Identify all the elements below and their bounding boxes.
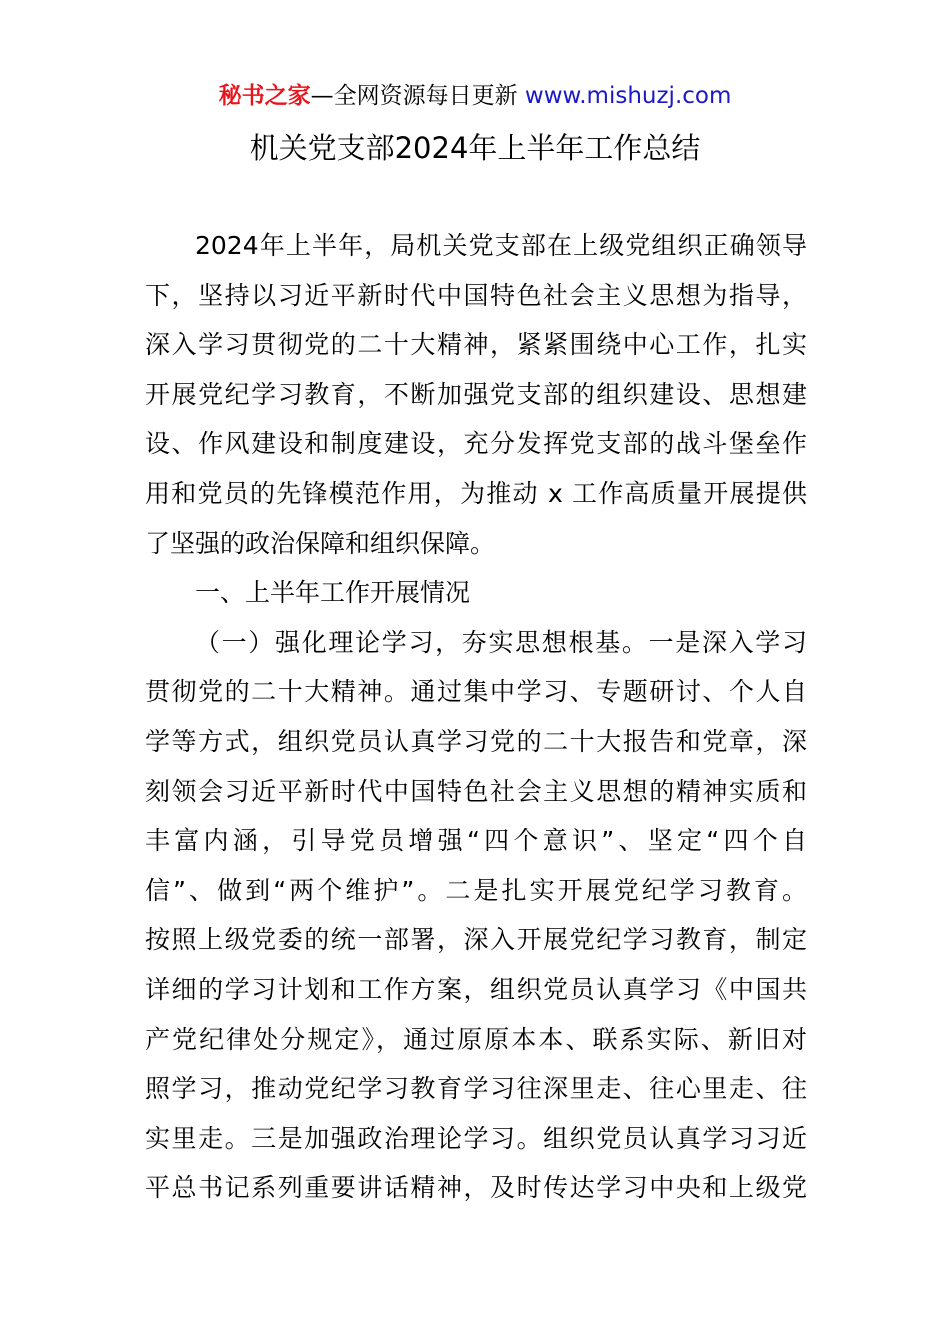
site-url-link[interactable]: www.mishuzj.com (524, 83, 732, 109)
site-tagline: —全网资源每日更新 (310, 83, 518, 109)
body-line: 丰富内涵，引导党员增强“四个意识”、坚定“四个自 (145, 826, 807, 856)
body-line: 深入学习贯彻党的二十大精神，紧紧围绕中心工作，扎实 (145, 330, 807, 360)
body-line: 刻领会习近平新时代中国特色社会主义思想的精神实质和 (145, 776, 807, 806)
body-line: 照学习，推动党纪学习教育学习往深里走、往心里走、往 (145, 1074, 807, 1104)
section-heading: 一、上半年工作开展情况 (195, 578, 471, 608)
site-header (0, 80, 950, 112)
body-line: 产党纪律处分规定》，通过原原本本、联系实际、新旧对 (145, 1024, 807, 1054)
body-line: 信”、做到“两个维护”。二是扎实开展党纪学习教育。 (145, 875, 807, 905)
body-line: 详细的学习计划和工作方案，组织党员认真学习《中国共 (145, 974, 807, 1004)
body-line: 用和党员的先锋模范作用，为推动 x 工作高质量开展提供 (145, 478, 807, 508)
site-brand: 秘书之家 (218, 83, 311, 109)
body-line: 设、作风建设和制度建设，充分发挥党支部的战斗堡垒作 (145, 429, 807, 459)
body-line: 开展党纪学习教育，不断加强党支部的组织建设、思想建 (145, 379, 807, 409)
body-line: （一）强化理论学习，夯实思想根基。一是深入学习 (195, 627, 807, 657)
body-line: 平总书记系列重要讲话精神，及时传达学习中央和上级党 (145, 1173, 807, 1203)
body-line: 贯彻党的二十大精神。通过集中学习、专题研讨、个人自 (145, 677, 807, 707)
body-line: 实里走。三是加强政治理论学习。组织党员认真学习习近 (145, 1123, 807, 1153)
body-line: 下，坚持以习近平新时代中国特色社会主义思想为指导， (145, 280, 807, 310)
document-title: 机关党支部2024年上半年工作总结 (249, 131, 701, 165)
body-line: 2024年上半年，局机关党支部在上级党组织正确领导 (195, 231, 807, 260)
body-line: 了坚强的政治保障和组织保障。 (145, 528, 496, 558)
body-line: 学等方式，组织党员认真学习党的二十大报告和党章，深 (145, 726, 807, 756)
body-line: 按照上级党委的统一部署，深入开展党纪学习教育，制定 (145, 925, 807, 955)
document-body (145, 230, 807, 1222)
